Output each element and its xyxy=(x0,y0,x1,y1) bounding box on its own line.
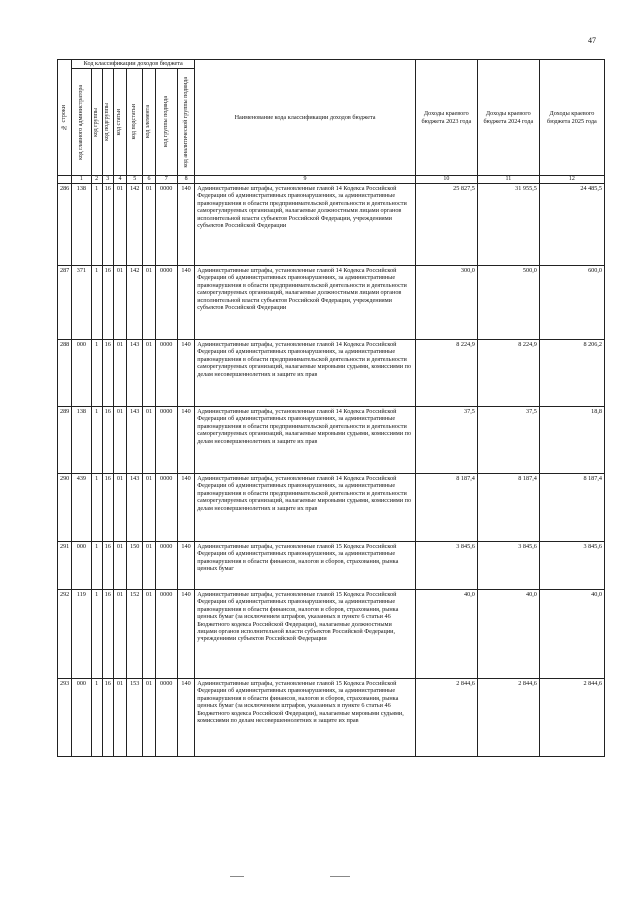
code-article-cell: 01 xyxy=(113,542,126,590)
code-element-cell: 01 xyxy=(143,184,155,266)
column-number: 6 xyxy=(143,176,155,184)
code-subtype-cell: 0000 xyxy=(155,340,177,407)
code-admin-cell: 000 xyxy=(72,542,91,590)
code-subtype-cell: 0000 xyxy=(155,679,177,757)
code-element-cell: 01 xyxy=(143,542,155,590)
table-row xyxy=(58,184,605,266)
code-subarticle-cell: 142 xyxy=(127,266,143,340)
row-number-cell: 287 xyxy=(58,266,72,340)
code-subarticle-cell: 153 xyxy=(127,679,143,757)
code-subgroup-cell: 16 xyxy=(102,590,113,679)
code-subtype-cell: 0000 xyxy=(155,590,177,679)
row-number-cell: 292 xyxy=(58,590,72,679)
amount-2025-cell: 18,8 xyxy=(539,407,604,474)
code-analytic-cell: 140 xyxy=(177,679,194,757)
code-subgroup-cell: 16 xyxy=(102,542,113,590)
amount-2023-cell: 8 224,9 xyxy=(415,340,477,407)
table-row xyxy=(58,542,605,590)
code-article-cell: 01 xyxy=(113,590,126,679)
column-number: 8 xyxy=(177,176,194,184)
amount-2025-cell: 8 187,4 xyxy=(539,474,604,542)
code-admin-cell: 138 xyxy=(72,184,91,266)
code-subtype-cell: 0000 xyxy=(155,542,177,590)
amount-2025-cell: 24 485,5 xyxy=(539,184,604,266)
amount-2023-cell: 8 187,4 xyxy=(415,474,477,542)
header-row-number: № строки xyxy=(58,60,72,176)
code-group-cell: 1 xyxy=(91,542,102,590)
code-group-cell: 1 xyxy=(91,474,102,542)
header-code-analytic: код аналитической группы подвида xyxy=(177,69,194,176)
code-element-cell: 01 xyxy=(143,590,155,679)
amount-2025-cell: 3 845,6 xyxy=(539,542,604,590)
code-subarticle-cell: 143 xyxy=(127,340,143,407)
code-admin-cell: 371 xyxy=(72,266,91,340)
name-cell: Административные штрафы, установленные главой 15 Кодекса Российской Федерации об административных правонарушениях, за административные правонарушения в области финансов, налогов и сборов, страхования, рынка ценных бумаг (за исключением штрафов, указанных в пункте 6 статьи 46 Бюджетного кодекса Российской Федерации), налагаемые мировыми судьями, комиссиями по делам несовершеннолетних и защите их прав xyxy=(195,679,416,757)
amount-2023-cell: 300,0 xyxy=(415,266,477,340)
header-code-admin: код главного администратора xyxy=(72,69,91,176)
row-number-cell: 293 xyxy=(58,679,72,757)
code-element-cell: 01 xyxy=(143,474,155,542)
code-group-cell: 1 xyxy=(91,184,102,266)
code-admin-cell: 000 xyxy=(72,679,91,757)
header-name: Наименование кода классификации доходов бюджета xyxy=(195,60,416,176)
header-code-element: код элемента xyxy=(143,69,155,176)
amount-2023-cell: 25 827,5 xyxy=(415,184,477,266)
amount-2024-cell: 8 224,9 xyxy=(477,340,539,407)
row-number-cell: 289 xyxy=(58,407,72,474)
header-code-subarticle: код подстатьи xyxy=(127,69,143,176)
name-cell: Административные штрафы, установленные главой 15 Кодекса Российской Федерации об административных правонарушениях, за административные правонарушения в области финансов, налогов и сборов, страхования, рынка ценных бумаг (за исключением штрафов, указанных в пункте 6 статьи 46 Бюджетного кодекса Российской Федерации), налагаемые должностными лицами органов исполнительной власти субъектов Российской Федерации, учреждениями субъектов Российской Федерации xyxy=(195,590,416,679)
amount-2024-cell: 3 845,6 xyxy=(477,542,539,590)
header-classification-group: Код классификации доходов бюджета xyxy=(72,60,195,69)
code-article-cell: 01 xyxy=(113,340,126,407)
code-group-cell: 1 xyxy=(91,679,102,757)
amount-2025-cell: 40,0 xyxy=(539,590,604,679)
header-code-group: код группы xyxy=(91,69,102,176)
code-admin-cell: 439 xyxy=(72,474,91,542)
column-number: 3 xyxy=(102,176,113,184)
column-number: 9 xyxy=(195,176,416,184)
code-analytic-cell: 140 xyxy=(177,340,194,407)
amount-2024-cell: 500,0 xyxy=(477,266,539,340)
code-analytic-cell: 140 xyxy=(177,407,194,474)
code-subarticle-cell: 143 xyxy=(127,407,143,474)
code-analytic-cell: 140 xyxy=(177,542,194,590)
name-cell: Административные штрафы, установленные главой 14 Кодекса Российской Федерации об административных правонарушениях, за административные правонарушения в области предпринимательской деятельности и деятельности саморегулируемых организаций, налагаемые мировыми судьями, комиссиями по делам несовершеннолетних и защите их прав xyxy=(195,407,416,474)
code-analytic-cell: 140 xyxy=(177,590,194,679)
column-number: 11 xyxy=(477,176,539,184)
code-subtype-cell: 0000 xyxy=(155,184,177,266)
budget-revenue-table xyxy=(57,59,605,757)
header-2024: Доходы краевого бюджета 2024 года xyxy=(477,60,539,176)
code-subarticle-cell: 142 xyxy=(127,184,143,266)
amount-2025-cell: 2 844,6 xyxy=(539,679,604,757)
code-article-cell: 01 xyxy=(113,679,126,757)
amount-2024-cell: 2 844,6 xyxy=(477,679,539,757)
code-article-cell: 01 xyxy=(113,474,126,542)
amount-2024-cell: 37,5 xyxy=(477,407,539,474)
code-group-cell: 1 xyxy=(91,266,102,340)
code-analytic-cell: 140 xyxy=(177,266,194,340)
row-number-cell: 288 xyxy=(58,340,72,407)
code-element-cell: 01 xyxy=(143,407,155,474)
column-number: 1 xyxy=(72,176,91,184)
amount-2023-cell: 3 845,6 xyxy=(415,542,477,590)
code-element-cell: 01 xyxy=(143,340,155,407)
name-cell: Административные штрафы, установленные главой 14 Кодекса Российской Федерации об административных правонарушениях, за административные правонарушения в области предпринимательской деятельности и деятельности саморегулируемых организаций, налагаемые мировыми судьями, комиссиями по делам несовершеннолетних и защите их прав xyxy=(195,340,416,407)
code-group-cell: 1 xyxy=(91,407,102,474)
amount-2025-cell: 600,0 xyxy=(539,266,604,340)
column-number: 4 xyxy=(113,176,126,184)
code-element-cell: 01 xyxy=(143,266,155,340)
name-cell: Административные штрафы, установленные главой 14 Кодекса Российской Федерации об административных правонарушениях, за административные правонарушения в области предпринимательской деятельности и деятельности саморегулируемых организаций, налагаемые мировыми судьями, комиссиями по делам несовершеннолетних и защите их прав xyxy=(195,474,416,542)
amount-2023-cell: 40,0 xyxy=(415,590,477,679)
column-number: 5 xyxy=(127,176,143,184)
footer-mark xyxy=(330,876,350,877)
row-number-cell: 291 xyxy=(58,542,72,590)
code-subtype-cell: 0000 xyxy=(155,407,177,474)
table-row xyxy=(58,340,605,407)
amount-2024-cell: 31 955,5 xyxy=(477,184,539,266)
code-subgroup-cell: 16 xyxy=(102,340,113,407)
code-admin-cell: 000 xyxy=(72,340,91,407)
code-article-cell: 01 xyxy=(113,407,126,474)
amount-2023-cell: 2 844,6 xyxy=(415,679,477,757)
code-subtype-cell: 0000 xyxy=(155,474,177,542)
column-number: 2 xyxy=(91,176,102,184)
code-subarticle-cell: 143 xyxy=(127,474,143,542)
amount-2024-cell: 8 187,4 xyxy=(477,474,539,542)
column-number-row xyxy=(58,176,605,184)
header-code-subgroup: код подгруппы xyxy=(102,69,113,176)
column-number: 10 xyxy=(415,176,477,184)
table-body xyxy=(58,184,605,757)
code-subgroup-cell: 16 xyxy=(102,184,113,266)
code-admin-cell: 138 xyxy=(72,407,91,474)
code-article-cell: 01 xyxy=(113,184,126,266)
name-cell: Административные штрафы, установленные главой 14 Кодекса Российской Федерации об административных правонарушениях, за административные правонарушения в области предпринимательской деятельности и деятельности саморегулируемых организаций, налагаемые должностными лицами органов исполнительной власти субъектов Российской Федерации, учреждениями субъектов Российской Федерации xyxy=(195,184,416,266)
table-row xyxy=(58,474,605,542)
table-row xyxy=(58,590,605,679)
page-number: 47 xyxy=(588,36,596,45)
table-row xyxy=(58,266,605,340)
footer-mark xyxy=(230,876,244,877)
code-article-cell: 01 xyxy=(113,266,126,340)
code-subgroup-cell: 16 xyxy=(102,679,113,757)
name-cell: Административные штрафы, установленные главой 14 Кодекса Российской Федерации об административных правонарушениях, за административные правонарушения в области предпринимательской деятельности и деятельности саморегулируемых организаций, налагаемые должностными лицами органов исполнительной власти субъектов Российской Федерации, учреждениями субъектов Российской Федерации xyxy=(195,266,416,340)
amount-2025-cell: 8 206,2 xyxy=(539,340,604,407)
table-row xyxy=(58,407,605,474)
code-subarticle-cell: 150 xyxy=(127,542,143,590)
column-number: 12 xyxy=(539,176,604,184)
code-subgroup-cell: 16 xyxy=(102,407,113,474)
header-2023: Доходы краевого бюджета 2023 года xyxy=(415,60,477,176)
table-row xyxy=(58,679,605,757)
code-element-cell: 01 xyxy=(143,679,155,757)
column-number: 7 xyxy=(155,176,177,184)
amount-2024-cell: 40,0 xyxy=(477,590,539,679)
code-subgroup-cell: 16 xyxy=(102,474,113,542)
code-subtype-cell: 0000 xyxy=(155,266,177,340)
code-analytic-cell: 140 xyxy=(177,474,194,542)
row-number-cell: 286 xyxy=(58,184,72,266)
code-group-cell: 1 xyxy=(91,590,102,679)
header-2025: Доходы краевого бюджета 2025 года xyxy=(539,60,604,176)
header-code-subtype: код группы подвида xyxy=(155,69,177,176)
row-number-cell: 290 xyxy=(58,474,72,542)
code-subarticle-cell: 152 xyxy=(127,590,143,679)
code-subgroup-cell: 16 xyxy=(102,266,113,340)
code-admin-cell: 119 xyxy=(72,590,91,679)
header-code-article: код статьи xyxy=(113,69,126,176)
name-cell: Административные штрафы, установленные главой 15 Кодекса Российской Федерации об административных правонарушениях, за административные правонарушения в области финансов, налогов и сборов, страхования, рынка ценных бумаг xyxy=(195,542,416,590)
code-group-cell: 1 xyxy=(91,340,102,407)
amount-2023-cell: 37,5 xyxy=(415,407,477,474)
code-analytic-cell: 140 xyxy=(177,184,194,266)
